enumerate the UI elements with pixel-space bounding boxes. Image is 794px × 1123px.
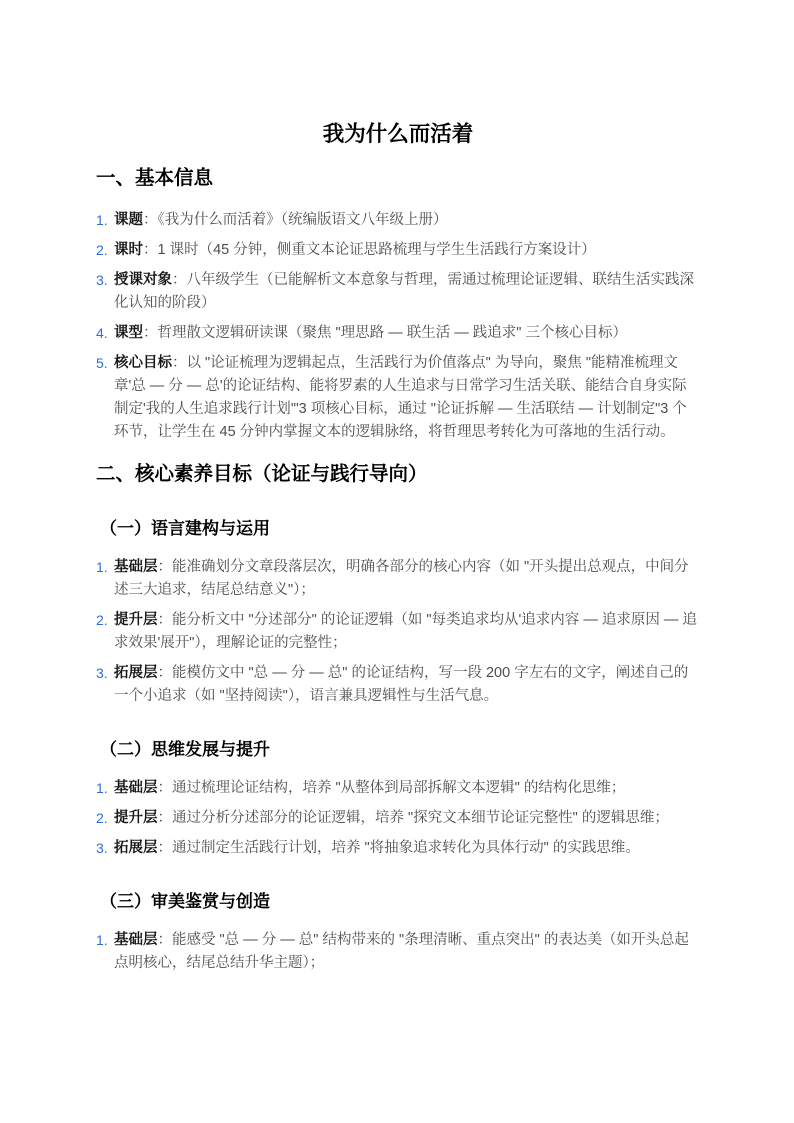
list-item-text: ：通过分析分述部分的论证逻辑，培养 "探究文本细节论证完整性" 的逻辑思维；: [157, 810, 669, 826]
list-item-text: ：通过梳理论证结构，培养 "从整体到局部拆解文本逻辑" 的结构化思维；: [157, 780, 626, 796]
list-item-label: 基础层: [114, 559, 158, 575]
list-item-number: 3.: [96, 665, 108, 681]
list-item: [96, 929, 700, 975]
list-item-number: 4.: [96, 325, 108, 341]
list-item-text: ：1 课时（45 分钟，侧重文本论证思路梳理与学生生活践行方案设计）: [143, 242, 596, 258]
aesthetics-goals-list: [96, 929, 700, 975]
list-item-number: 3.: [96, 840, 108, 856]
basic-info-list: [96, 209, 700, 444]
list-item-label: 核心目标: [114, 355, 172, 371]
document-title: 我为什么而活着: [322, 122, 474, 146]
list-item-number: 2.: [96, 242, 108, 258]
list-item-text: ：能模仿文中 "总 — 分 — 总" 的论证结构，写一段 200 字左右的文字，阐述自己的一个小追求（如 "坚持阅读"），语言兼具逻辑性与生活气息。: [114, 665, 689, 704]
subsection-heading-language: （一）语言建构与运用: [100, 519, 270, 538]
list-item: [96, 209, 700, 232]
list-item: [96, 609, 700, 655]
subsection-heading-aesthetics: （三）审美鉴赏与创造: [100, 892, 270, 911]
list-item: [96, 662, 700, 708]
list-item: [96, 352, 700, 444]
list-item-text: ：通过制定生活践行计划，培养 "将抽象追求转化为具体行动" 的实践思维。: [157, 840, 640, 856]
list-item: [96, 269, 700, 315]
list-item-text: ：八年级学生（已能解析文本意象与哲理，需通过梳理论证逻辑、联结生活实践深化认知的阶段）: [114, 272, 694, 311]
list-item-label: 基础层: [114, 780, 158, 796]
list-item: [96, 239, 700, 262]
list-item-number: 5.: [96, 355, 108, 371]
list-item-text: ：哲理散文逻辑研读课（聚焦 "理思路 — 联生活 — 践追求" 三个核心目标）: [143, 325, 627, 341]
list-item-label: 提升层: [114, 810, 158, 826]
list-item-number: 1.: [96, 559, 108, 575]
list-item-label: 课时: [114, 242, 143, 258]
list-item-number: 1.: [96, 780, 108, 796]
list-item: [96, 322, 700, 345]
list-item-label: 拓展层: [114, 840, 158, 856]
subsection-heading-thinking: （二）思维发展与提升: [100, 740, 270, 759]
language-goals-list: [96, 556, 700, 708]
list-item-number: 1.: [96, 212, 108, 228]
list-item-label: 拓展层: [114, 665, 158, 681]
list-item-text: ：《我为什么而活着》（统编版语文八年级上册）: [143, 212, 448, 228]
list-item-text: ：以 "论证梳理为逻辑起点，生活践行为价值落点" 为导向，聚焦 "能精准梳理文章'总 — 分 — 总'的论证结构、能将罗素的人生追求与日常学习生活关联、能结合自身实际制定'我的人生追求践行计划'"3 项核心目标，通过 "论证拆解 — 生活联结 — 计划制定"3 个环节，让学生在 45 分钟内掌握文本的逻辑脉络，将哲理思考转化为可落地的生活行动。: [114, 355, 687, 440]
list-item: [96, 807, 700, 830]
list-item-number: 2.: [96, 810, 108, 826]
list-item-label: 课题: [114, 212, 143, 228]
list-item-number: 3.: [96, 272, 108, 288]
list-item: [96, 777, 700, 800]
list-item: [96, 837, 700, 860]
list-item: [96, 556, 700, 602]
list-item-text: ：能准确划分文章段落层次，明确各部分的核心内容（如 "开头提出总观点，中间分述三大追求，结尾总结意义"）；: [114, 559, 689, 598]
list-item-text: ：能分析文中 "分述部分" 的论证逻辑（如 "每类追求均从'追求内容 — 追求原因 — 追求效果'展开"），理解论证的完整性；: [114, 612, 697, 651]
section-heading-core-literacy: 二、核心素养目标（论证与践行导向）: [96, 463, 428, 485]
list-item-label: 课型: [114, 325, 143, 341]
list-item-number: 1.: [96, 932, 108, 948]
list-item-text: ：能感受 "总 — 分 — 总" 结构带来的 "条理清晰、重点突出" 的表达美（如开头总起点明核心，结尾总结升华主题）；: [114, 932, 689, 971]
list-item-number: 2.: [96, 612, 108, 628]
list-item-label: 授课对象: [114, 272, 172, 288]
list-item-label: 提升层: [114, 612, 158, 628]
thinking-goals-list: [96, 777, 700, 860]
section-heading-basic-info: 一、基本信息: [96, 167, 214, 189]
list-item-label: 基础层: [114, 932, 158, 948]
